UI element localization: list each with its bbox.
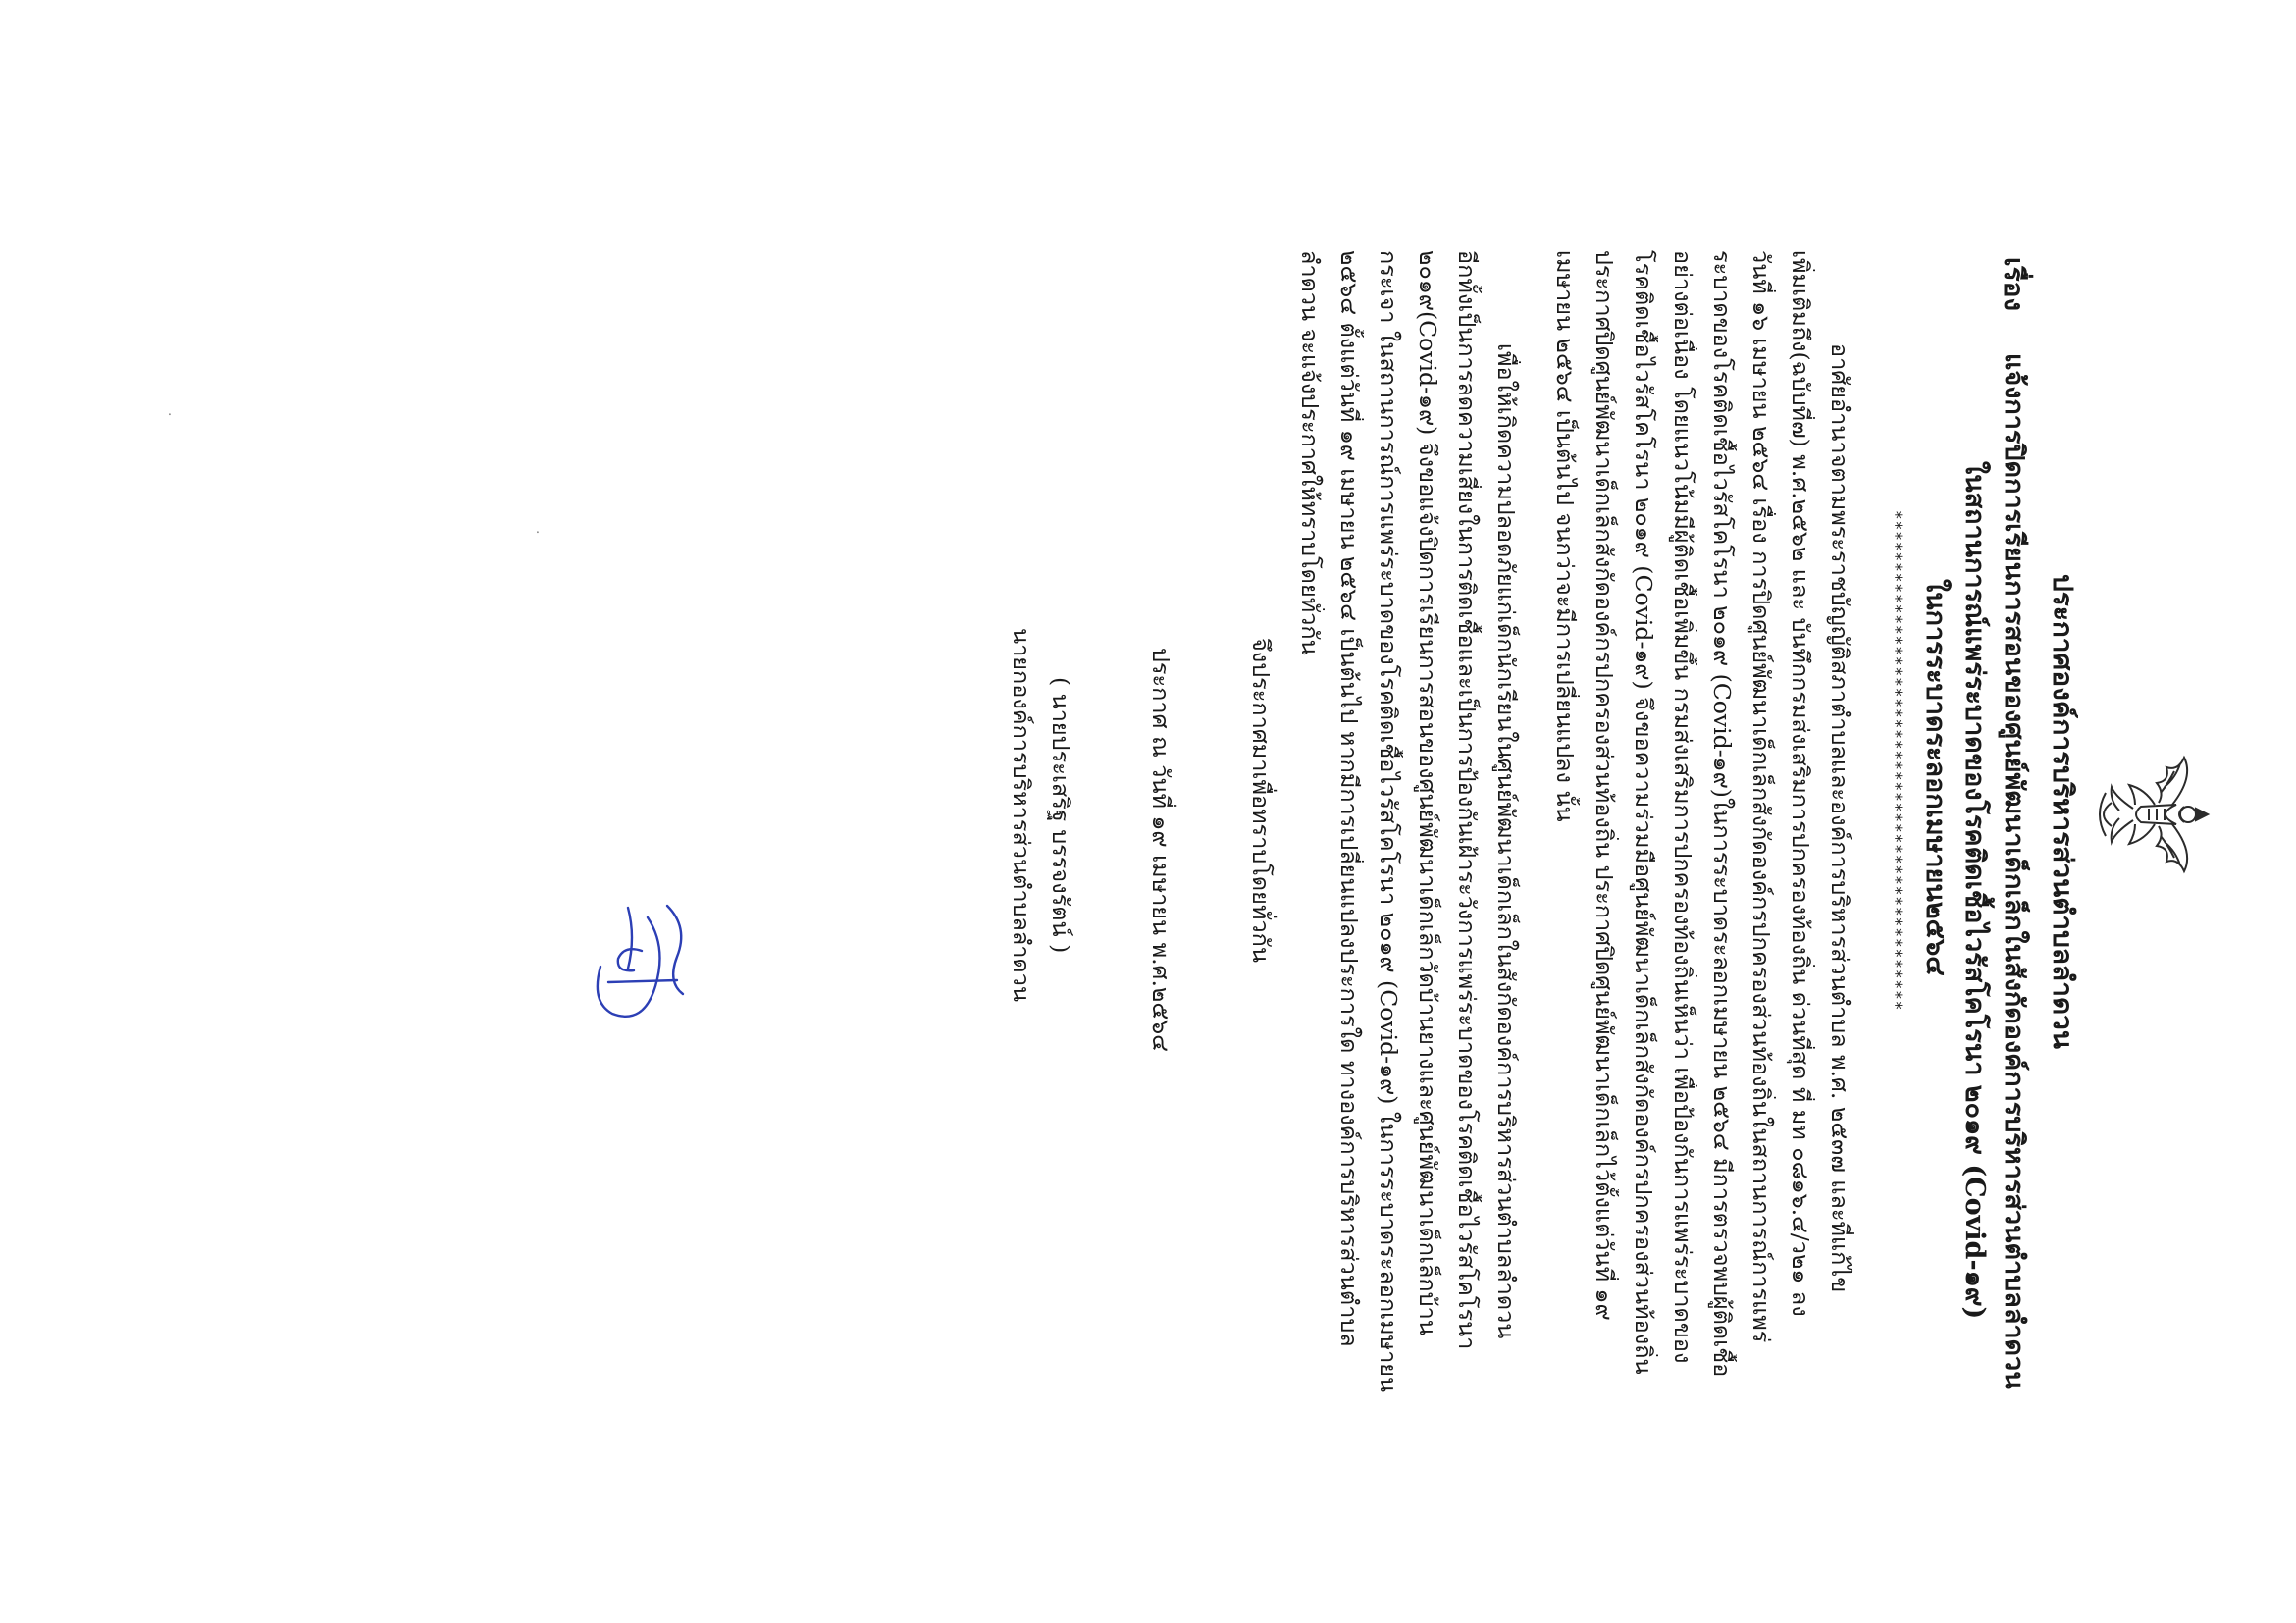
body-line: เพื่อให้เกิดความปลอดภัยแก่เด็กนักเรียนในศูนย์พัฒนาเด็กเล็กในสังกัดองค์การบริหารส่วนตำบลลำดวน [1492,343,1520,1339]
body-line: โรคติดเชื้อไวรัสโคโรนา ๒๐๑๙ (Covid-๑๙) จึงขอความร่วมมือศูนย์พัฒนาเด็กเล็กสังกัดองค์กรปกครองส่วนท้องถิ่น [1630,250,1657,1375]
body-line: วันที่ ๑๖ เมษายน ๒๕๖๔ เรื่อง การปิดศูนย์พัฒนาเด็กเล็กสังกัดองค์กรปกครองส่วนท้องถิ่นในสถานการณ์การแพร่ [1748,250,1775,1343]
subject-label: เรื่อง [1998,257,2030,312]
body-line: ระบาดของโรคติดเชื้อไวรัสโคโรนา ๒๐๑๙ (Covid-๑๙)ในการระบาดระลอกเมษายน ๒๕๖๔ มีการตรวจพบผู้ติดเชื้อ [1708,250,1736,1378]
separator-line: ************************************************ [1887,510,1905,1012]
body-line: เพิ่มเติมถึง(ฉบับที่๗) พ.ศ.๒๕๖๒ และ บันทึกกรมส่งเสริมการปกครองท้องถิ่น ด่วนที่สุด ที่ มท ๐๘๑๖.๔/ว๒๑ ลง [1787,250,1814,1317]
document-title: ประกาศองค์การบริหารส่วนตำบลลำดวน [2047,574,2079,1049]
body-line: ๒๕๖๔ ตั้งแต่วันที่ ๑๙ เมษายน ๒๕๖๔ เป็นต้นไป หากมีการเปลี่ยนแปลงประการใด ทางองค์การบริหารส่วนตำบล [1335,250,1363,1347]
subject-line: แจ้งการปิดการเรียนการสอนของศูนย์พัฒนาเด็กเล็กในสังกัดองค์การบริหารส่วนตำบลลำดวน [1999,353,2029,1389]
handwritten-signature-icon [579,888,706,1045]
signer-title: นายกองค์การบริหารส่วนตำบลลำดวน [1008,628,1035,1002]
body-line: อีกทั้งเป็นการลดความเสี่ยงในการติดเชื้อและเป็นการป้องกันเฝ้าระวังการแพร่ระบาดของโรคติดเชื้อไวรัสโคโรนา [1453,250,1481,1350]
scan-speck: · [529,530,545,535]
body-line: ลำดวน จะแจ้งประกาศให้ทราบโดยทั่วกัน [1296,250,1324,655]
subject-line: ในการระบาดระลอกเมษายน๒๕๖๔ [1920,579,1951,976]
body-line: ๒๐๑๙(Covid-๑๙) จึงขอแจ้งปิดการเรียนการสอนของศูนย์พัฒนาเด็กเล็กวัดบ้านยางและศูนย์พัฒนาเด็กเล็กบ้าน [1414,250,1441,1335]
announcement-date: ประกาศ ณ วันที่ ๑๙ เมษายน พ.ศ.๒๕๖๔ [1147,648,1174,1052]
body-line: ประกาศปิดศูนย์พัฒนาเด็กเล็กสังกัดองค์กรปกครองส่วนท้องถิ่น ประกาศปิดศูนย์พัฒนาเด็กเล็กไว้ตั้งแต่วันที่ ๑๙ [1591,250,1618,1321]
subject-line: ในสถานการณ์แพร่ระบาดของโรคติดเชื้อไวรัสโคโรนา ๒๐๑๙ (Covid-๑๙) [1959,461,1990,1320]
body-line: อย่างต่อเนื่อง โดยแนวโน้มมีผู้ติดเชื้อเพิ่มขึ้น กรมส่งเสริมการปกครองท้องถิ่นเห็นว่า เพื่อป้องกันการแพร่ระบาดของ [1669,250,1696,1364]
body-line: เมษายน ๒๕๖๔ เป็นต้นไป จนกว่าจะมีการเปลี่ยนแปลง นั้น [1551,250,1579,822]
body-line: อาศัยอำนาจตามพระราชบัญญัติสภาตำบลและองค์การบริหารส่วนตำบล พ.ศ. ๒๕๓๗ และที่แก้ไข [1826,343,1853,1293]
scan-speck: · [161,412,177,417]
announcement-line: จึงประกาศมาเพื่อทราบโดยทั่วกัน [1247,638,1275,963]
garuda-emblem-icon [2094,748,2214,881]
signer-name: ( นายประเสริฐ บรรจงรัตน์ ) [1047,677,1074,954]
body-line: กระเจา ในสถานการณ์การแพร่ระบาดของโรคติดเชื้อไวรัสโคโรนา ๒๐๑๙ (Covid-๑๙) ในการระบาดระลอกเมษายน [1375,250,1402,1393]
